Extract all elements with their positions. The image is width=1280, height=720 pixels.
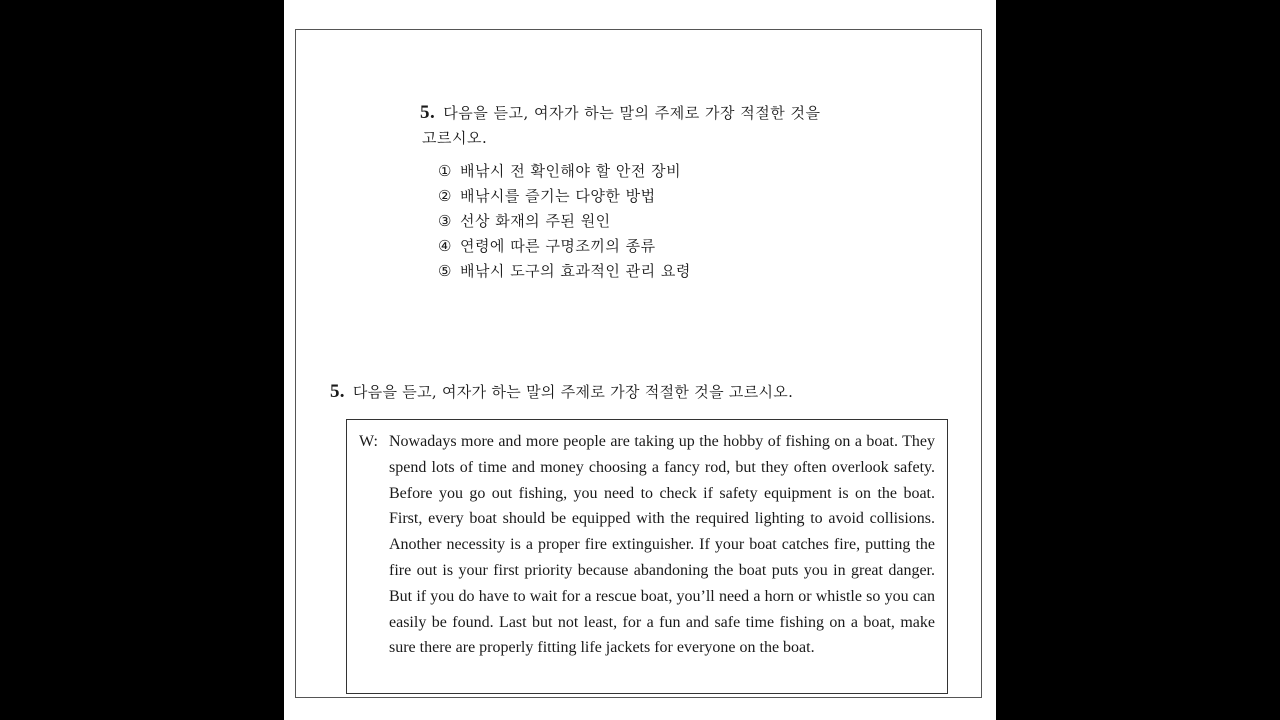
- answer-option-1[interactable]: [438, 159, 890, 184]
- answer-option-5[interactable]: [438, 259, 890, 284]
- option-marker: ⑤: [438, 262, 452, 280]
- question-prompt-line2: 고르시오.: [422, 129, 488, 147]
- exam-page: [284, 0, 996, 720]
- listening-script-box: [346, 419, 948, 694]
- question-block: [420, 100, 890, 284]
- option-text: 연령에 따른 구명조끼의 종류: [459, 237, 656, 255]
- option-marker: ④: [438, 237, 452, 255]
- option-marker: ①: [438, 162, 452, 180]
- option-marker: ③: [438, 212, 452, 230]
- question-prompt-line1: 다음을 듣고, 여자가 하는 말의 주제로 가장 적절한 것을: [443, 104, 821, 122]
- script-question-text: 다음을 듣고, 여자가 하는 말의 주제로 가장 적절한 것을 고르시오.: [352, 383, 794, 401]
- page-frame: [295, 29, 982, 698]
- option-text: 배낚시를 즐기는 다양한 방법: [459, 187, 656, 205]
- answer-option-4[interactable]: [438, 234, 890, 259]
- speaker-label: W:: [359, 433, 378, 450]
- script-question-number: 5.: [330, 381, 345, 402]
- answer-option-2[interactable]: [438, 184, 890, 209]
- option-text: 배낚시 도구의 효과적인 관리 요령: [459, 262, 691, 280]
- question-number: 5.: [420, 102, 436, 123]
- option-marker: ②: [438, 187, 452, 205]
- option-text: 배낚시 전 확인해야 할 안전 장비: [459, 162, 682, 180]
- option-text: 선상 화재의 주된 원인: [459, 212, 611, 230]
- answer-option-3[interactable]: [438, 209, 890, 234]
- question-prompt: [420, 100, 890, 126]
- script-question-prompt: [330, 379, 793, 405]
- answer-options: [420, 159, 890, 284]
- script-text: Nowadays more and more people are taking up the hobby of fishing on a boat. They spend lots of time and money choosing a fancy rod, but they often overlook safety. Before you go out fishing, you need to check if safety equipment is on the boat. First, every boat should be equipped with the required lighting to avoid collisions. Another necessity is a proper fire extinguisher. If your boat catches fire, putting the fire out is your first priority because abandoning the boat puts you in great danger. But if you do have to wait for a rescue boat, you’ll need a horn or whistle so you can easily be found. Last but not least, for a fun and safe time fishing on a boat, make sure there are properly fitting life jackets for everyone on the boat.: [389, 433, 935, 657]
